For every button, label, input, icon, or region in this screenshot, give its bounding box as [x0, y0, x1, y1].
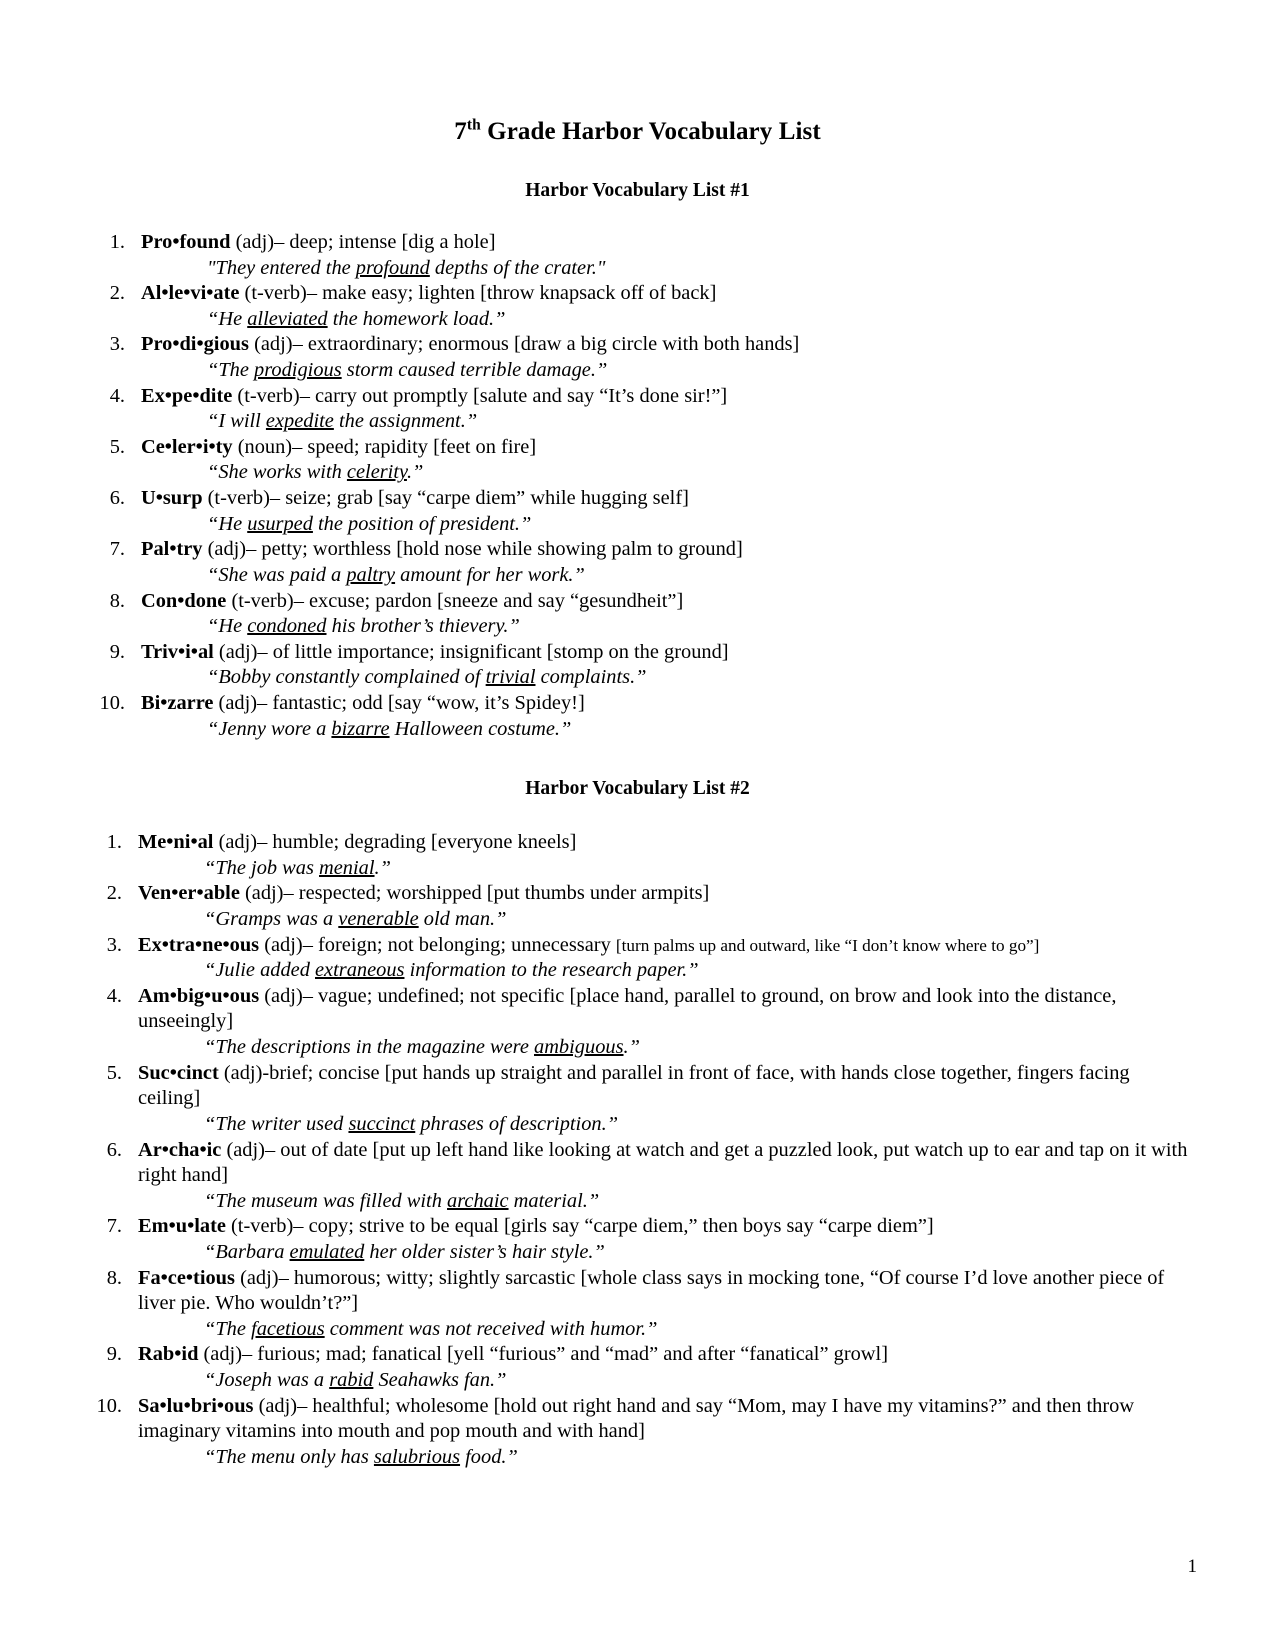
entry-definition-line	[138, 830, 1191, 856]
entry-definition-line	[138, 1061, 1191, 1112]
sentence-vocabulary-word: facetious	[251, 1317, 325, 1340]
page-number: 1	[1187, 1556, 1197, 1577]
sentence-suffix: information to the research paper.”	[404, 959, 699, 982]
entry-number: 9.	[109, 640, 125, 663]
sentence-suffix: his brother’s thievery.”	[326, 615, 520, 638]
vocabulary-entry	[84, 830, 1191, 881]
sentence-prefix: “He	[207, 615, 248, 638]
entry-term: Pro•di•gious	[141, 333, 249, 356]
vocabulary-entry	[84, 332, 1191, 383]
page-title-ordinal-suffix: th	[466, 116, 481, 134]
sentence-vocabulary-word: extraneous	[315, 959, 405, 982]
sentence-prefix: “Gramps was a	[204, 908, 339, 931]
entry-number: 5.	[106, 1061, 122, 1084]
entry-definition: – deep; intense [dig a hole]	[274, 231, 496, 253]
page-title-rest: Grade Harbor Vocabulary List	[480, 118, 821, 145]
entry-definition: – fantastic; odd [say “wow, it’s Spidey!]	[257, 691, 585, 714]
sentence-suffix: amount for her work.”	[395, 563, 585, 586]
vocabulary-entry	[84, 640, 1191, 691]
entry-example-sentence	[207, 717, 1191, 743]
entry-number: 9.	[106, 1343, 122, 1366]
entry-definition-line	[138, 1342, 1191, 1368]
vocabulary-entry	[84, 1138, 1191, 1215]
entry-term: U•surp	[141, 487, 203, 510]
sentence-vocabulary-word: alleviated	[247, 307, 328, 330]
sentence-prefix: “Julie added	[204, 959, 315, 982]
entry-definition-line	[141, 435, 1191, 461]
entry-example-sentence	[204, 1189, 1191, 1215]
sentence-suffix: her older sister’s hair style.”	[364, 1240, 605, 1263]
sentence-vocabulary-word: venerable	[338, 908, 419, 931]
vocabulary-entry	[84, 933, 1191, 984]
entry-number: 7.	[106, 1215, 122, 1238]
sentence-suffix: the assignment.”	[333, 410, 478, 433]
sentence-prefix: “The descriptions in the magazine were	[204, 1036, 535, 1059]
entry-example-sentence	[204, 1035, 1191, 1061]
entry-example-sentence	[204, 1317, 1191, 1343]
sentence-vocabulary-word: rabid	[329, 1368, 374, 1391]
entry-number: 4.	[109, 384, 125, 407]
entry-number: 7.	[109, 538, 125, 561]
entry-definition: – excuse; pardon [sneeze and say “gesundheit”]	[293, 589, 684, 612]
entry-example-sentence	[207, 460, 1191, 486]
entry-example-sentence	[207, 512, 1191, 538]
entry-number: 1.	[106, 831, 122, 854]
entry-example-sentence	[207, 358, 1191, 384]
vocabulary-entry	[84, 1266, 1191, 1343]
sentence-prefix: “He	[207, 307, 248, 330]
entry-definition: – furious; mad; fanatical [yell “furious” and “mad” and after “fanatical” growl]	[242, 1343, 888, 1366]
entry-definition: – carry out promptly [salute and say “It’s done sir!”]	[299, 384, 728, 407]
entry-number: 8.	[109, 589, 125, 612]
entry-example-sentence	[207, 307, 1191, 333]
sentence-vocabulary-word: succinct	[348, 1112, 416, 1135]
sentence-vocabulary-word: trivial	[485, 666, 536, 689]
vocabulary-entry	[84, 281, 1191, 332]
vocabulary-entry	[84, 486, 1191, 537]
sentence-vocabulary-word: emulated	[289, 1240, 365, 1263]
list-2-heading: Harbor Vocabulary List #2	[525, 778, 750, 800]
vocabulary-entry	[84, 984, 1191, 1061]
entry-definition-line	[138, 933, 1191, 959]
entry-definition: – copy; strive to be equal [girls say “carpe diem,” then boys say “carpe diem”]	[293, 1215, 934, 1238]
vocabulary-entry	[84, 384, 1191, 435]
entry-definition-line	[141, 486, 1191, 512]
sentence-suffix: phrases of description.”	[415, 1112, 619, 1135]
entry-part-of-speech: (t-verb)	[207, 487, 270, 510]
entry-number: 5.	[109, 435, 125, 458]
entry-part-of-speech: (adj)	[226, 1138, 265, 1161]
vocabulary-entry	[84, 1342, 1191, 1393]
sentence-prefix: “She works with	[207, 461, 347, 484]
entry-definition-line	[138, 1214, 1191, 1240]
entry-term: Am•big•u•ous	[138, 984, 260, 1007]
sentence-vocabulary-word: usurped	[247, 512, 313, 535]
entry-part-of-speech: (adj)	[258, 1394, 298, 1417]
entry-example-sentence	[204, 1445, 1191, 1471]
entry-gesture-note: [turn palms up and outward, like “I don’t know where to go”]	[615, 935, 1040, 955]
entry-example-sentence	[207, 563, 1191, 589]
entry-part-of-speech: (adj)	[235, 231, 275, 253]
entry-definition-line	[138, 1266, 1191, 1317]
page-title	[84, 118, 1191, 146]
sentence-suffix: storm caused terrible damage.”	[341, 359, 608, 382]
sentence-vocabulary-word: prodigious	[254, 359, 342, 382]
sentence-suffix: comment was not received with humor.”	[324, 1317, 658, 1340]
entry-part-of-speech: (t-verb)	[237, 384, 300, 407]
entry-definition-line	[138, 1394, 1191, 1445]
sentence-suffix: .”	[623, 1036, 640, 1059]
sentence-suffix: .”	[374, 856, 391, 879]
entry-part-of-speech: (adj)	[244, 882, 284, 905]
entry-definition: – healthful; wholesome [hold out right hand and say “Mom, may I have my vitamins?” and then throw imaginary vitamins into mouth and pop mouth and with hand]	[138, 1394, 1135, 1443]
entry-example-sentence	[207, 665, 1191, 691]
sentence-vocabulary-word: condoned	[247, 615, 327, 638]
entry-example-sentence	[204, 856, 1191, 882]
sentence-prefix: "They entered the	[207, 256, 356, 279]
sentence-prefix: “Joseph was a	[204, 1368, 330, 1391]
entry-part-of-speech: (adj)	[264, 933, 303, 956]
entry-definition-line	[141, 640, 1191, 666]
entry-part-of-speech: (adj)	[254, 333, 293, 356]
entry-definition-line	[141, 230, 1191, 256]
entry-definition-line	[141, 332, 1191, 358]
entry-term: Me•ni•al	[138, 831, 214, 854]
entry-number: 6.	[106, 1138, 122, 1161]
entry-term: Em•u•late	[138, 1215, 226, 1238]
entry-definition-line	[141, 691, 1191, 717]
entry-definition: – make easy; lighten [throw knapsack off of back]	[306, 282, 717, 305]
entry-term: Bi•zarre	[141, 691, 214, 714]
entry-part-of-speech: (t-verb)	[231, 589, 294, 612]
sentence-prefix: “Bobby constantly complained of	[207, 666, 486, 689]
vocabulary-entry	[84, 230, 1191, 281]
sentence-prefix: “Barbara	[204, 1240, 290, 1263]
entry-definition: – extraordinary; enormous [draw a big circle with both hands]	[292, 333, 800, 356]
entry-definition: -brief; concise [put hands up straight and parallel in front of face, with hands close together, fingers facing ceiling]	[138, 1061, 1130, 1110]
sentence-suffix: the position of president.”	[312, 512, 532, 535]
entry-part-of-speech: (noun)	[237, 435, 293, 458]
entry-term: Ex•pe•dite	[141, 384, 233, 407]
entry-example-sentence	[204, 1368, 1191, 1394]
sentence-vocabulary-word: celerity	[346, 461, 407, 484]
entry-definition-line	[141, 589, 1191, 615]
sentence-vocabulary-word: profound	[355, 256, 430, 279]
entry-definition: – respected; worshipped [put thumbs under armpits]	[283, 882, 710, 905]
entry-example-sentence	[207, 614, 1191, 640]
entry-definition-line	[141, 537, 1191, 563]
entry-definition: – vague; undefined; not specific [place hand, parallel to ground, on brow and look into the distance, unseeingly]	[138, 984, 1117, 1033]
entry-part-of-speech: (adj)	[218, 640, 258, 663]
vocabulary-entry	[84, 435, 1191, 486]
sentence-vocabulary-word: bizarre	[331, 717, 390, 740]
sentence-prefix: “The menu only has	[204, 1445, 374, 1468]
entry-part-of-speech: (adj)	[240, 1266, 279, 1289]
entry-number: 3.	[106, 933, 122, 956]
entry-definition: – petty; worthless [hold nose while showing palm to ground]	[246, 538, 743, 561]
sentence-vocabulary-word: ambiguous	[534, 1036, 624, 1059]
sentence-vocabulary-word: salubrious	[373, 1445, 461, 1468]
sentence-suffix: Seahawks fan.”	[373, 1368, 507, 1391]
entry-definition-line	[138, 1138, 1191, 1189]
sentence-suffix: .”	[406, 461, 424, 484]
sentence-suffix: depths of the crater."	[429, 256, 606, 279]
entry-definition: – out of date [put up left hand like looking at watch and get a puzzled look, put watch up to ear and tap on it with right hand]	[138, 1138, 1188, 1187]
sentence-suffix: old man.”	[418, 908, 507, 931]
entry-part-of-speech: (adj)	[203, 1343, 243, 1366]
entry-example-sentence	[204, 907, 1191, 933]
sentence-prefix: “The writer used	[204, 1112, 349, 1135]
entry-example-sentence	[204, 1112, 1191, 1138]
page-title-prefix: 7	[454, 118, 467, 145]
sentence-prefix: “The job was	[204, 856, 320, 879]
vocabulary-entry	[84, 1214, 1191, 1265]
entry-number: 2.	[106, 882, 122, 905]
sentence-suffix: food.”	[460, 1445, 518, 1468]
entry-term: Pro•found	[141, 231, 231, 253]
entry-part-of-speech: (adj)	[218, 831, 258, 854]
vocabulary-entry	[84, 691, 1191, 742]
entry-part-of-speech: (adj)	[218, 691, 258, 714]
entry-number: 8.	[106, 1266, 122, 1289]
entry-definition-line	[141, 281, 1191, 307]
sentence-suffix: the homework load.”	[327, 307, 506, 330]
entry-number: 2.	[109, 282, 125, 305]
entry-example-sentence	[204, 1240, 1191, 1266]
sentence-suffix: material.”	[508, 1189, 600, 1212]
sentence-prefix: “I will	[207, 410, 266, 433]
sentence-prefix: “He	[207, 512, 248, 535]
entry-term: Ce•ler•i•ty	[141, 435, 233, 458]
entry-part-of-speech: (adj)	[207, 538, 247, 561]
sentence-suffix: complaints.”	[535, 666, 647, 689]
vocabulary-entry	[84, 537, 1191, 588]
sentence-prefix: “She was paid a	[207, 563, 347, 586]
entry-definition-line	[138, 881, 1191, 907]
entry-definition-line	[141, 384, 1191, 410]
entry-term: Rab•id	[138, 1343, 199, 1366]
entry-example-sentence	[207, 409, 1191, 435]
vocabulary-entry	[84, 1061, 1191, 1138]
list-1-heading: Harbor Vocabulary List #1	[525, 180, 750, 201]
entry-term: Triv•i•al	[141, 640, 214, 663]
sentence-vocabulary-word: archaic	[447, 1189, 509, 1212]
vocabulary-entry	[84, 881, 1191, 932]
entry-term: Fa•ce•tious	[138, 1266, 235, 1289]
vocabulary-entry	[84, 1394, 1191, 1471]
entry-term: Pal•try	[141, 538, 203, 561]
entry-term: Al•le•vi•ate	[141, 282, 240, 305]
entry-definition: – humorous; witty; slightly sarcastic [whole class says in mocking tone, “Of course I’d love another piece of liver pie. Who wouldn’t?”]	[138, 1266, 1165, 1315]
entry-number: 6.	[109, 487, 125, 510]
entry-part-of-speech: (adj)	[223, 1061, 263, 1084]
entry-number: 3.	[109, 333, 125, 356]
vocabulary-list-1	[84, 230, 1191, 742]
sentence-suffix: Halloween costume.”	[389, 717, 572, 740]
entry-number: 1.	[109, 231, 125, 253]
sentence-vocabulary-word: expedite	[265, 410, 334, 433]
entry-part-of-speech: (t-verb)	[231, 1215, 294, 1238]
entry-number: 10.	[96, 1394, 122, 1417]
entry-definition: – speed; rapidity [feet on fire]	[292, 435, 537, 458]
entry-term: Ar•cha•ic	[138, 1138, 222, 1161]
entry-term: Con•done	[141, 589, 227, 612]
entry-part-of-speech: (t-verb)	[244, 282, 307, 305]
entry-example-sentence	[207, 256, 1191, 282]
entry-definition-line	[138, 984, 1191, 1035]
vocabulary-entry	[84, 589, 1191, 640]
entry-example-sentence	[204, 958, 1191, 984]
sentence-prefix: “The	[204, 1317, 252, 1340]
entry-definition: – of little importance; insignificant [stomp on the ground]	[257, 640, 729, 663]
vocabulary-list-2	[84, 830, 1191, 1470]
sentence-prefix: “The museum was filled with	[204, 1189, 448, 1212]
entry-number: 4.	[106, 984, 122, 1007]
entry-definition: – foreign; not belonging; unnecessary	[302, 933, 616, 956]
entry-definition: – seize; grab [say “carpe diem” while hugging self]	[269, 487, 689, 510]
entry-part-of-speech: (adj)	[264, 984, 303, 1007]
entry-term: Ex•tra•ne•ous	[138, 933, 260, 956]
sentence-prefix: “The	[207, 359, 255, 382]
entry-definition: – humble; degrading [everyone kneels]	[257, 831, 577, 854]
sentence-vocabulary-word: menial	[319, 856, 375, 879]
entry-number: 10.	[99, 691, 125, 714]
entry-term: Sa•lu•bri•ous	[138, 1394, 254, 1417]
entry-term: Ven•er•able	[138, 882, 240, 905]
entry-term: Suc•cinct	[138, 1061, 219, 1084]
sentence-vocabulary-word: paltry	[346, 563, 396, 586]
sentence-prefix: “Jenny wore a	[207, 717, 332, 740]
